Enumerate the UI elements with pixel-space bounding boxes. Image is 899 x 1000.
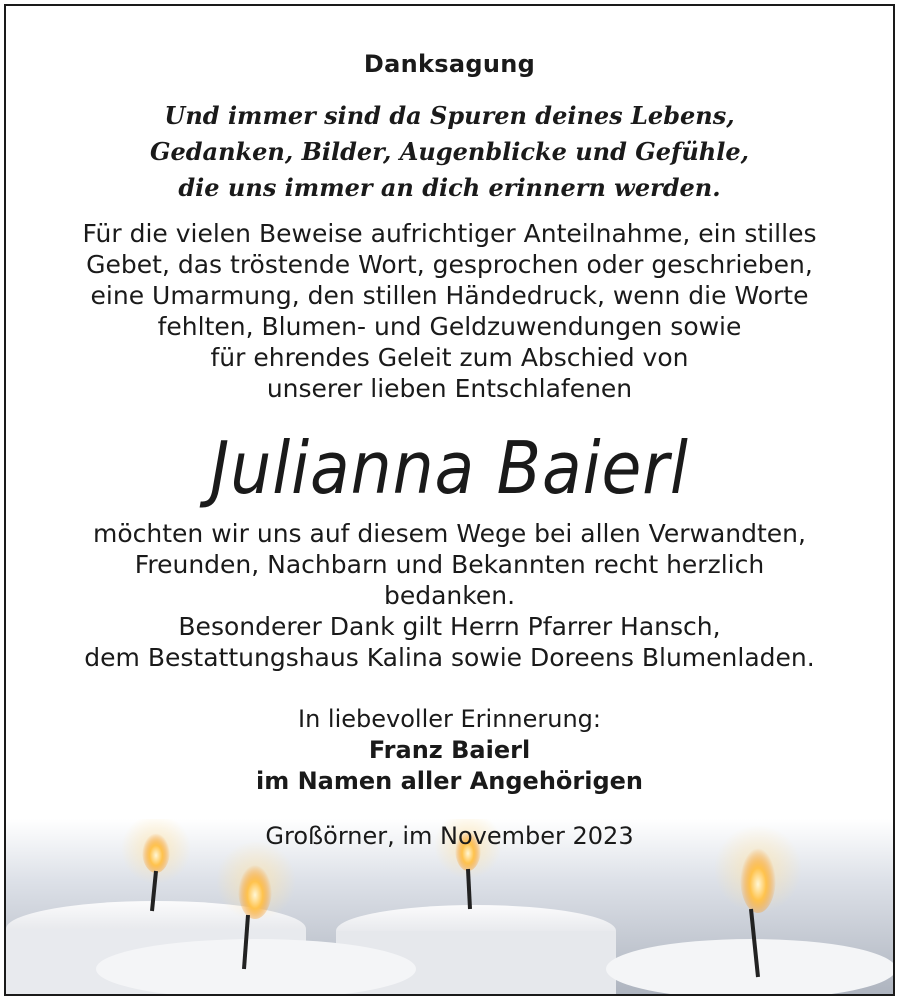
motto-verse [6, 98, 893, 206]
heading: Danksagung [363, 50, 536, 78]
body-line: Für die vielen Beweise aufrichtiger Anteilnahme, ein stilles [82, 219, 817, 248]
motto-line: Gedanken, Bilder, Augenblicke und Gefühle, [149, 137, 749, 166]
thanks-line: Freunden, Nachbarn und Bekannten recht herzlich [134, 550, 765, 579]
body-line: Gebet, das tröstende Wort, gesprochen oder geschrieben, [86, 250, 813, 279]
body-line: fehlten, Blumen- und Geldzuwendungen sowie [157, 312, 742, 341]
thanks-line: bedanken. [383, 581, 516, 610]
on-behalf-line: im Namen aller Angehörigen [255, 767, 643, 795]
motto-line: die uns immer an dich erinnern werden. [178, 173, 721, 202]
body-line: für ehrendes Geleit zum Abschied von [210, 343, 689, 372]
motto-line: Und immer sind da Spuren deines Lebens, [164, 101, 735, 130]
thanks-text [6, 518, 893, 673]
gratitude-text [6, 218, 893, 404]
place-date: Großörner, im November 2023 [265, 822, 634, 850]
thanks-line: dem Bestattungshaus Kalina sowie Doreens Blumenladen. [84, 643, 815, 672]
thanks-line: Besonderer Dank gilt Herrn Pfarrer Hansch, [178, 612, 721, 641]
signature-block [6, 704, 893, 797]
signer-name: Franz Baierl [368, 736, 531, 764]
deceased-name: Julianna Baierl [210, 426, 689, 510]
body-line: eine Umarmung, den stillen Händedruck, wenn die Worte [90, 281, 809, 310]
body-line: unserer lieben Entschlafenen [266, 374, 633, 403]
obituary-frame [4, 4, 895, 996]
memory-intro: In liebevoller Erinnerung: [298, 705, 601, 733]
thanks-line: möchten wir uns auf diesem Wege bei allen Verwandten, [93, 519, 806, 548]
